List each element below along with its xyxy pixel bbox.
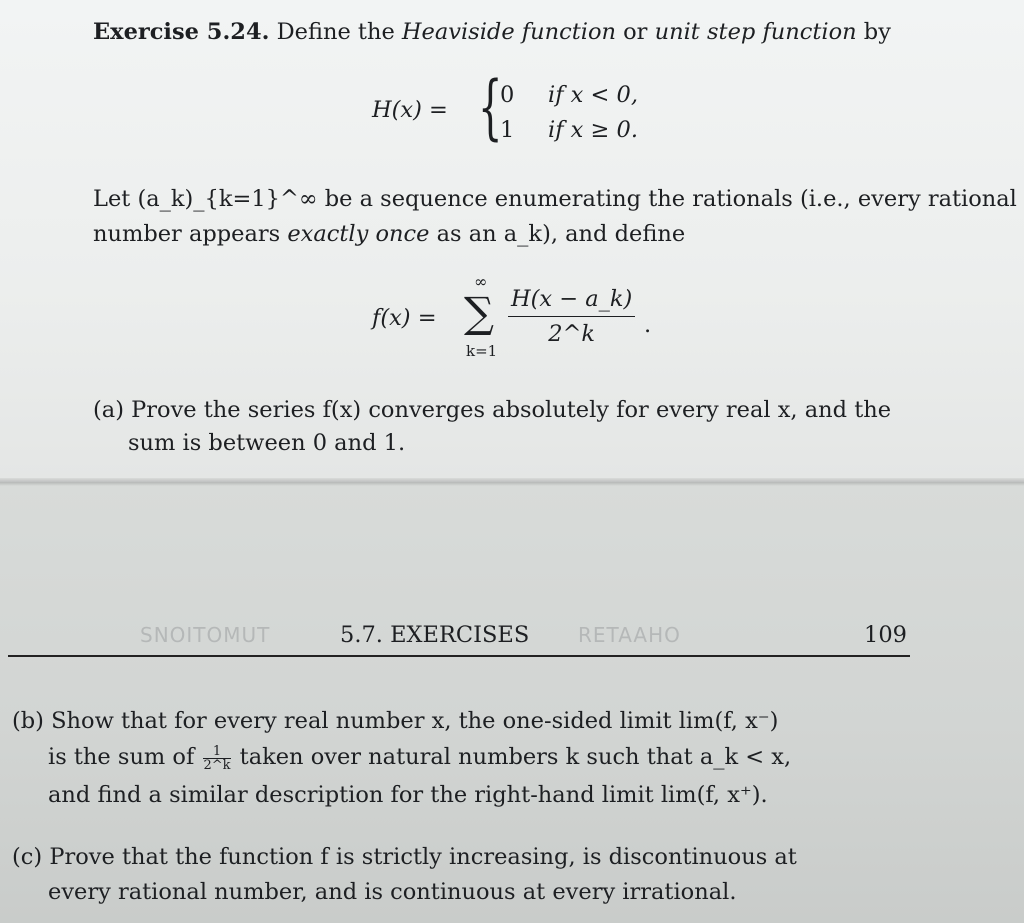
- case1-value: 0: [500, 82, 515, 108]
- part-c-line-2: every rational number, and is continuous at every irrational.: [48, 879, 737, 905]
- part-c-line-1: [12, 842, 797, 872]
- sequence-line-2-start: number appears: [93, 221, 281, 247]
- page-number: 109: [864, 622, 907, 648]
- footer-section-number: 5.7.: [340, 622, 383, 648]
- footer-ghost-right: RETAAHO: [578, 623, 681, 647]
- series-period: .: [644, 312, 652, 338]
- series-lhs: f(x) =: [372, 305, 437, 331]
- sequence-line-2: [93, 219, 685, 249]
- footer-rule: [8, 655, 910, 657]
- part-b-line-3: and find a similar description for the right-hand limit lim(f, x⁺).: [48, 782, 768, 808]
- series-fraction: [508, 284, 635, 349]
- part-b-text-2-end: taken over natural numbers k such that a_k < x,: [239, 744, 792, 770]
- footer-ghost-left: SNOITOMUT: [140, 623, 271, 647]
- footer-section: [340, 620, 529, 650]
- emphasis-exactly-once: exactly once: [287, 221, 430, 247]
- part-b-fraction-denominator: 2^k: [203, 757, 231, 773]
- part-a-label: (a): [93, 397, 124, 423]
- part-a-line-2: sum is between 0 and 1.: [128, 430, 406, 456]
- fraction-denominator: 2^k: [548, 321, 596, 347]
- part-a-text-1: Prove the series f(x) converges absolutely for every real x, and the: [131, 397, 892, 423]
- sequence-line-2-end: as an a_k), and define: [436, 221, 686, 247]
- sum-symbol: ∑: [464, 288, 494, 337]
- term-heaviside: Heaviside function: [401, 19, 616, 45]
- heaviside-lhs: H(x) =: [372, 97, 448, 123]
- case2-value: 1: [500, 117, 515, 143]
- sum-lower-limit: k=1: [466, 342, 498, 360]
- exercise-or: or: [623, 19, 648, 45]
- part-c-text-1: Prove that the function f is strictly increasing, is discontinuous at: [49, 844, 797, 870]
- case2-condition: if x ≥ 0.: [548, 117, 638, 143]
- part-b-line-2: [48, 742, 791, 772]
- part-b-text-2-start: is the sum of: [48, 744, 195, 770]
- fraction-numerator: H(x − a_k): [508, 284, 635, 317]
- sum-upper-limit: ∞: [474, 272, 488, 291]
- part-b-text-1: Show that for every real number x, the one-sided limit lim(f, x⁻): [51, 708, 779, 734]
- exercise-label: Exercise 5.24.: [93, 19, 270, 45]
- page-edge-shadow: [0, 478, 1024, 486]
- part-b-fraction: [203, 745, 230, 772]
- part-c-label: (c): [12, 844, 43, 870]
- term-unit-step: unit step function: [654, 19, 857, 45]
- footer-section-title: EXERCISES: [390, 622, 530, 648]
- exercise-statement: [93, 17, 891, 47]
- part-a-line-1: [93, 395, 891, 425]
- sequence-line-1: Let (a_k)_{k=1}^∞ be a sequence enumerating the rationals (i.e., every rational: [93, 186, 1017, 212]
- case1-condition: if x < 0,: [548, 82, 638, 108]
- case-brace: {: [478, 66, 503, 148]
- part-b-fraction-numerator: 1: [203, 745, 230, 759]
- part-b-label: (b): [12, 708, 44, 734]
- part-b-line-1: [12, 706, 778, 736]
- exercise-by: by: [863, 19, 891, 45]
- exercise-intro: Define the: [276, 19, 395, 45]
